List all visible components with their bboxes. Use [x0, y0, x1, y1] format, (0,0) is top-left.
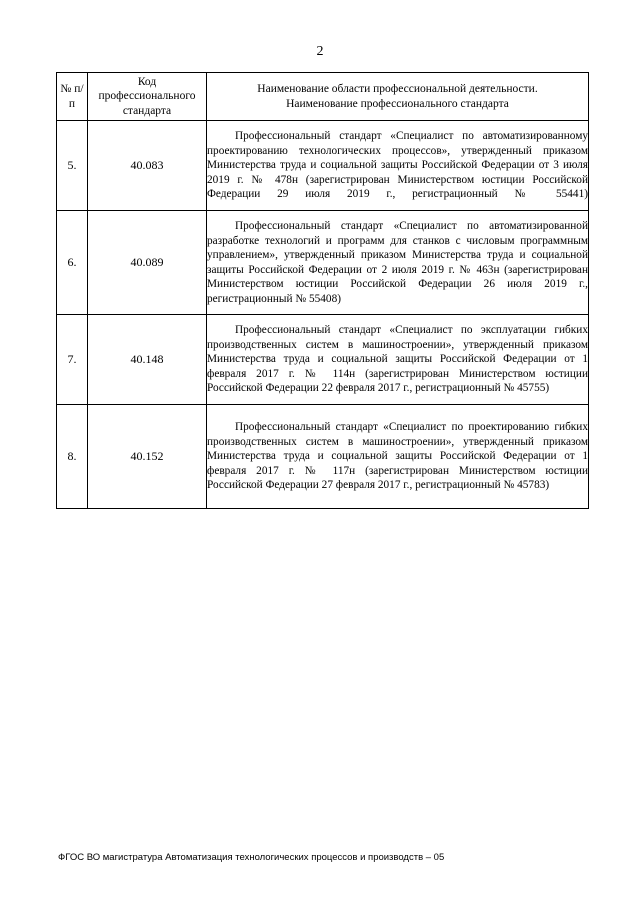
table-row: [57, 315, 589, 405]
row-code: 40.148: [88, 315, 207, 405]
row-name: Профессиональный стандарт «Специалист по эксплуатации гибких производственных систем в машиностроении», утвержденный приказом Министерства труда и социальной защиты Российской Федерации от 1 февраля 2017 г. № 114н (зарегистрирован Министерством юстиции Российской Федерации 22 февраля 2017 г., регистрационный № 45755): [207, 315, 589, 405]
row-code: 40.152: [88, 405, 207, 509]
header-code: Код профессионального стандарта: [88, 73, 207, 121]
row-code: 40.089: [88, 211, 207, 315]
row-name: Профессиональный стандарт «Специалист по проектированию гибких производственных систем в машиностроении», утвержденный приказом Министерства труда и социальной защиты Российской Федерации от 1 февраля 2017 г. № 117н (зарегистрирован Министерством юстиции Российской Федерации 27 февраля 2017 г., регистрационный № 45783): [207, 405, 589, 509]
row-num: 6.: [57, 211, 88, 315]
row-num: 7.: [57, 315, 88, 405]
row-name: Профессиональный стандарт «Специалист по автоматизированному проектированию технологических процессов», утвержденный приказом Министерства труда и социальной защиты Российской Федерации от 3 июля 2019 г. № 478н (зарегистрирован Министерством юстиции Российской Федерации 29 июля 2019 г., регистрационный № 55441): [207, 121, 589, 211]
row-num: 5.: [57, 121, 88, 211]
table-row: [57, 405, 589, 509]
standards-table: [56, 72, 589, 509]
page-number: 2: [316, 44, 324, 59]
header-name-line1: Наименование области профессиональной деятельности.: [257, 82, 538, 95]
page-footer: ФГОС ВО магистратура Автоматизация технологических процессов и производств – 05: [58, 852, 445, 863]
table-row: [57, 121, 589, 211]
row-code: 40.083: [88, 121, 207, 211]
header-num: № п/п: [57, 73, 88, 121]
row-name: Профессиональный стандарт «Специалист по автоматизированной разработке технологий и программ для станков с числовым программным управлением», утвержденный приказом Министерства труда и социальной защиты Российской Федерации от 2 июля 2019 г. № 463н (зарегистрирован Министерством юстиции Российской Федерации 26 июля 2019 г., регистрационный № 55408): [207, 211, 589, 315]
header-name-line2: Наименование профессионального стандарта: [286, 97, 509, 110]
header-name: [207, 73, 589, 121]
table-header-row: [57, 73, 589, 121]
table-row: [57, 211, 589, 315]
row-num: 8.: [57, 405, 88, 509]
